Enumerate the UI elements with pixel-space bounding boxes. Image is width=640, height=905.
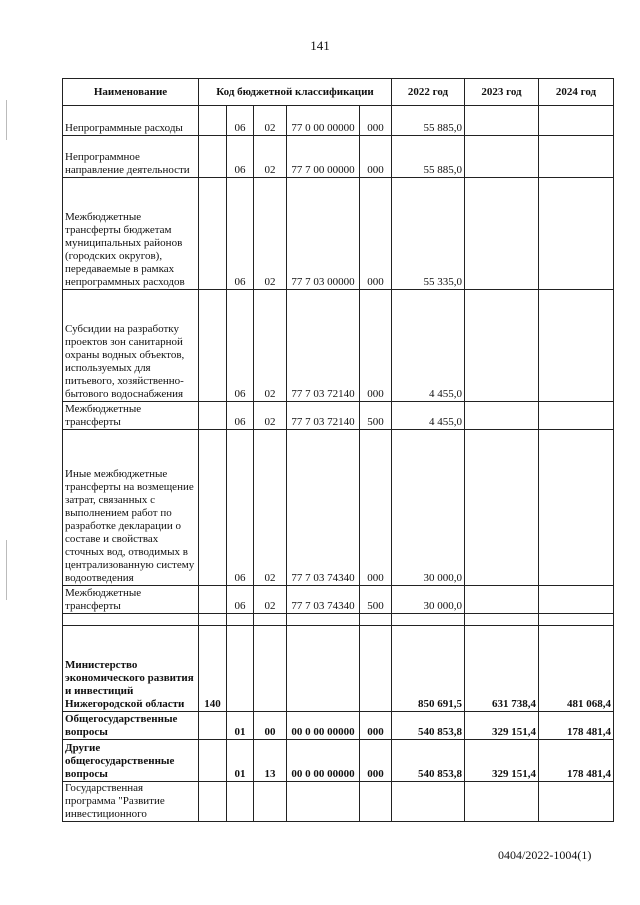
scan-edge-mark <box>6 100 7 140</box>
row-target-article <box>287 626 360 712</box>
row-subsection: 02 <box>254 136 287 178</box>
table-row <box>63 782 614 822</box>
row-expense-type <box>360 614 392 626</box>
row-subsection: 02 <box>254 402 287 430</box>
row-target-article <box>287 614 360 626</box>
row-2022: 55 885,0 <box>392 106 465 136</box>
row-target-article: 00 0 00 00000 <box>287 740 360 782</box>
row-ministry-code <box>199 430 227 586</box>
row-2024 <box>539 136 614 178</box>
row-expense-type <box>360 782 392 822</box>
row-2023: 329 151,4 <box>465 712 539 740</box>
row-expense-type: 000 <box>360 178 392 290</box>
row-ministry-code <box>199 290 227 402</box>
row-2022: 55 885,0 <box>392 136 465 178</box>
row-2023 <box>465 402 539 430</box>
header-2023: 2023 год <box>465 79 539 106</box>
row-2023 <box>465 586 539 614</box>
row-expense-type: 000 <box>360 136 392 178</box>
row-section: 06 <box>227 178 254 290</box>
scan-edge-mark <box>6 540 7 600</box>
row-name <box>63 614 199 626</box>
row-target-article: 77 7 03 72140 <box>287 290 360 402</box>
row-subsection: 02 <box>254 290 287 402</box>
row-section: 01 <box>227 712 254 740</box>
row-subsection: 02 <box>254 430 287 586</box>
row-subsection <box>254 782 287 822</box>
row-expense-type: 000 <box>360 740 392 782</box>
row-2024 <box>539 106 614 136</box>
row-section: 01 <box>227 740 254 782</box>
row-name: Иные межбюджетные трансферты на возмещение затрат, связанных с выполнением работ по разработке декларации о составе и свойствах сточных вод, отводимых в централизованную систему водоотведения <box>63 430 199 586</box>
row-2022: 4 455,0 <box>392 402 465 430</box>
page-number: 141 <box>310 38 330 53</box>
row-2022: 540 853,8 <box>392 740 465 782</box>
row-subsection <box>254 626 287 712</box>
row-expense-type <box>360 626 392 712</box>
row-section: 06 <box>227 136 254 178</box>
row-2024 <box>539 586 614 614</box>
table-row <box>63 586 614 614</box>
row-target-article <box>287 782 360 822</box>
row-2023: 329 151,4 <box>465 740 539 782</box>
row-2024: 178 481,4 <box>539 740 614 782</box>
table-row <box>63 178 614 290</box>
row-name: Другие общегосударственные вопросы <box>63 740 199 782</box>
row-target-article: 77 7 00 00000 <box>287 136 360 178</box>
row-2023 <box>465 614 539 626</box>
table-row <box>63 290 614 402</box>
row-2022 <box>392 614 465 626</box>
row-2024: 178 481,4 <box>539 712 614 740</box>
row-expense-type: 500 <box>360 402 392 430</box>
table-header-row <box>63 79 614 106</box>
header-2022: 2022 год <box>392 79 465 106</box>
row-2024 <box>539 782 614 822</box>
row-expense-type: 000 <box>360 430 392 586</box>
row-2023 <box>465 106 539 136</box>
row-section: 06 <box>227 106 254 136</box>
row-2024: 481 068,4 <box>539 626 614 712</box>
row-expense-type: 000 <box>360 712 392 740</box>
row-subsection: 13 <box>254 740 287 782</box>
row-2023: 631 738,4 <box>465 626 539 712</box>
row-expense-type: 500 <box>360 586 392 614</box>
row-ministry-code: 140 <box>199 626 227 712</box>
row-2022 <box>392 782 465 822</box>
row-2022: 850 691,5 <box>392 626 465 712</box>
row-2022: 540 853,8 <box>392 712 465 740</box>
row-2024 <box>539 178 614 290</box>
row-target-article: 77 0 00 00000 <box>287 106 360 136</box>
row-2023 <box>465 290 539 402</box>
row-ministry-code <box>199 712 227 740</box>
row-2023 <box>465 178 539 290</box>
row-2023 <box>465 430 539 586</box>
header-name: Наименование <box>63 79 199 106</box>
row-ministry-code <box>199 136 227 178</box>
table-row <box>63 136 614 178</box>
row-subsection <box>254 614 287 626</box>
row-target-article: 00 0 00 00000 <box>287 712 360 740</box>
row-ministry-code <box>199 178 227 290</box>
table-row <box>63 712 614 740</box>
row-ministry-code <box>199 740 227 782</box>
row-name: Непрограммные расходы <box>63 106 199 136</box>
row-target-article: 77 7 03 74340 <box>287 430 360 586</box>
header-2024: 2024 год <box>539 79 614 106</box>
row-section <box>227 626 254 712</box>
document-code: 0404/2022-1004(1) <box>498 848 592 862</box>
row-section <box>227 614 254 626</box>
row-subsection: 02 <box>254 106 287 136</box>
table-row <box>63 430 614 586</box>
row-name: Министерство экономического развития и инвестиций Нижегородской области <box>63 626 199 712</box>
row-ministry-code <box>199 782 227 822</box>
table-row-spacer <box>63 614 614 626</box>
row-target-article: 77 7 03 72140 <box>287 402 360 430</box>
row-name: Межбюджетные трансферты <box>63 402 199 430</box>
row-subsection: 02 <box>254 178 287 290</box>
row-name: Непрограммное направление деятельности <box>63 136 199 178</box>
row-ministry-code <box>199 402 227 430</box>
row-ministry-code <box>199 586 227 614</box>
row-2024 <box>539 614 614 626</box>
row-subsection: 00 <box>254 712 287 740</box>
row-section: 06 <box>227 402 254 430</box>
row-target-article: 77 7 03 00000 <box>287 178 360 290</box>
budget-table <box>62 78 614 822</box>
table-row <box>63 740 614 782</box>
table-row <box>63 626 614 712</box>
row-2022: 4 455,0 <box>392 290 465 402</box>
row-2022: 30 000,0 <box>392 430 465 586</box>
row-section: 06 <box>227 586 254 614</box>
row-section <box>227 782 254 822</box>
row-expense-type: 000 <box>360 290 392 402</box>
header-code: Код бюджетной классификации <box>199 79 392 106</box>
row-name: Государственная программа "Развитие инвестиционного <box>63 782 199 822</box>
row-name: Общегосударственные вопросы <box>63 712 199 740</box>
row-2023 <box>465 136 539 178</box>
row-ministry-code <box>199 614 227 626</box>
row-expense-type: 000 <box>360 106 392 136</box>
row-2024 <box>539 430 614 586</box>
row-2023 <box>465 782 539 822</box>
row-2024 <box>539 290 614 402</box>
table-row <box>63 402 614 430</box>
row-name: Межбюджетные трансферты <box>63 586 199 614</box>
table-row <box>63 106 614 136</box>
row-name: Межбюджетные трансферты бюджетам муниципальных районов (городских округов), передаваемые в рамках непрограммных расходов <box>63 178 199 290</box>
row-2022: 30 000,0 <box>392 586 465 614</box>
row-ministry-code <box>199 106 227 136</box>
row-section: 06 <box>227 430 254 586</box>
row-2024 <box>539 402 614 430</box>
row-2022: 55 335,0 <box>392 178 465 290</box>
row-subsection: 02 <box>254 586 287 614</box>
row-target-article: 77 7 03 74340 <box>287 586 360 614</box>
row-section: 06 <box>227 290 254 402</box>
row-name: Субсидии на разработку проектов зон санитарной охраны водных объектов, используемых для питьевого, хозяйственно-бытового водоснабжения <box>63 290 199 402</box>
